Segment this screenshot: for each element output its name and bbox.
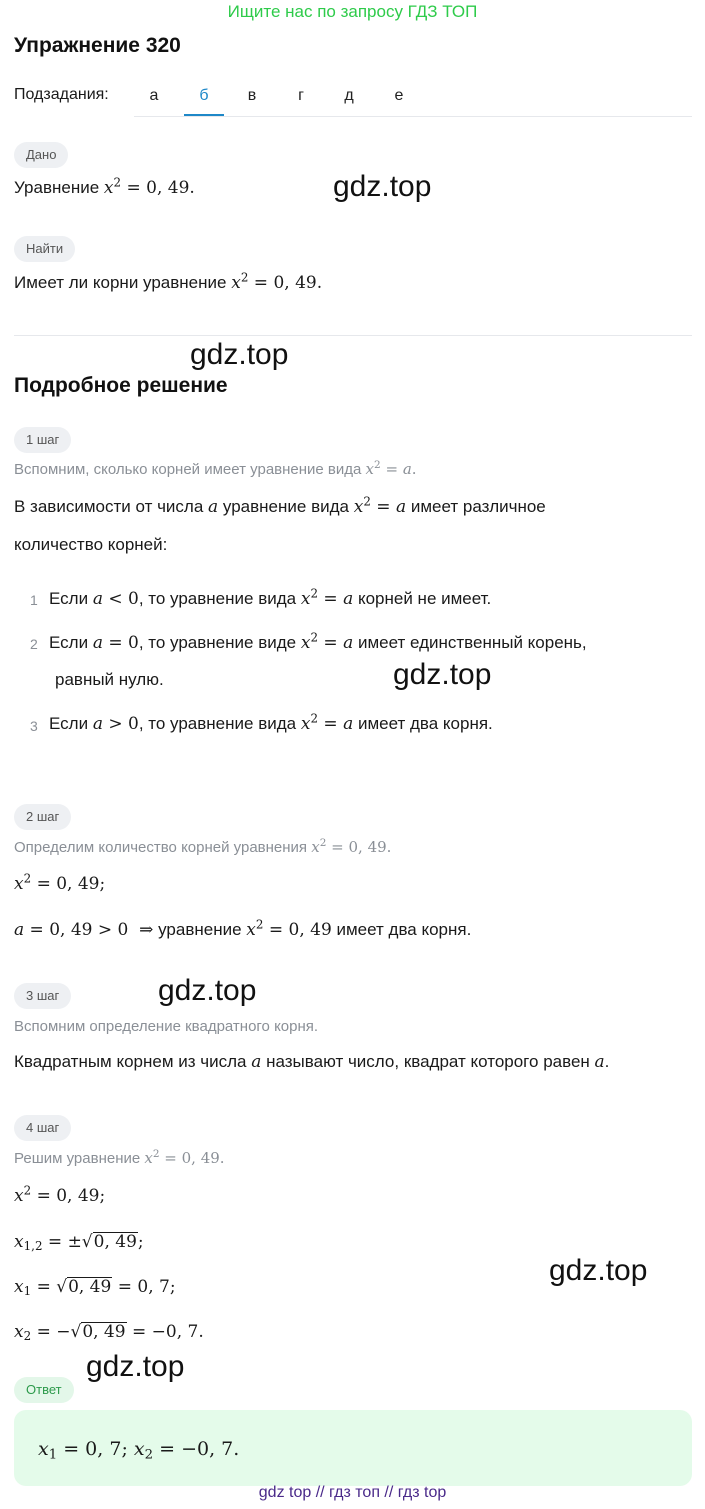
item3-a: Если	[49, 714, 89, 733]
watermark-1: gdz.top	[333, 170, 432, 203]
step1-p1b: уравнение вида	[222, 497, 349, 516]
step2-inequality: a = 0, 49 > 0 ⇒	[14, 920, 154, 940]
step3-text: Квадратным корнем из числа a называют число, квадрат которого равен a.	[14, 1052, 610, 1072]
list-number-2: 2	[30, 636, 38, 652]
subtasks-label: Подзадания:	[14, 86, 109, 103]
step4-hint	[14, 1149, 225, 1167]
item3-c: имеет два корня.	[357, 714, 493, 733]
step2-chip: 2 шаг	[14, 804, 71, 830]
find-text	[14, 270, 323, 293]
subtask-tabs	[134, 78, 692, 117]
solution-title: Подробное решение	[14, 374, 228, 397]
tab-d[interactable]: д	[344, 87, 354, 104]
item1-a: Если	[49, 589, 89, 608]
step2-conclusion-a: уравнение	[158, 920, 242, 939]
item3-formula: $x^2 = a$	[300, 711, 354, 734]
watermark-4: gdz.top	[158, 974, 257, 1007]
item1-c: корней не имеет.	[357, 589, 492, 608]
step4-line-2: $x_{1,2} = \pm√0$, 49;	[14, 1232, 144, 1253]
step2-conclusion-formula: $x^2 = 0$, 49	[246, 917, 332, 940]
given-text	[14, 175, 195, 198]
item2-formula: $x^2 = a$	[300, 630, 354, 653]
step1-hint	[14, 460, 417, 478]
footer-links[interactable]: gdz top // гдз топ // гдз top	[258, 1484, 447, 1501]
step2-hint-text: Определим количество корней уравнения	[14, 839, 308, 856]
step2-conclusion	[14, 917, 472, 940]
watermark-6: gdz.top	[86, 1350, 185, 1383]
step4-line-4: $x_2 = -√0$, 49 = −0, 7.	[14, 1322, 204, 1343]
step3-hint: Вспомним определение квадратного корня.	[14, 1018, 319, 1035]
item3-cond: a > 0	[92, 714, 139, 734]
tab-e[interactable]: е	[394, 87, 404, 104]
step2-conclusion-b: имеет два корня.	[336, 920, 472, 939]
tab-g[interactable]: г	[298, 87, 304, 104]
page-title: Упражнение 320	[14, 34, 181, 57]
list-number-1: 1	[30, 592, 38, 608]
step2-hint	[14, 838, 391, 856]
step1-p1c: имеет различное	[410, 497, 546, 516]
find-chip: Найти	[14, 236, 75, 262]
tab-a[interactable]: а	[149, 87, 159, 104]
step4-line-3: $x_1 = √0$, 49 = 0, 7;	[14, 1277, 176, 1298]
item1-b: , то уравнение вида	[138, 589, 297, 608]
item2-cond: a = 0	[92, 633, 139, 653]
formula-x2-a: $x^2 = a$	[353, 494, 407, 517]
find-equation: $x^2 = 0$, 49.	[231, 270, 323, 293]
step3-text-b: называют число, квадрат которого равен	[266, 1052, 590, 1071]
step4-hint-text: Решим уравнение	[14, 1150, 141, 1167]
list-item-2-cont: равный нулю.	[55, 670, 164, 689]
answer-text: $x_1 = 0$, 7; $x_2 = -0$, 7.	[38, 1438, 240, 1463]
watermark-2: gdz.top	[190, 338, 289, 371]
item2-a: Если	[49, 633, 89, 652]
list-item-1	[49, 586, 492, 609]
find-label: Имеет ли корни уравнение	[14, 273, 227, 292]
step1-paragraph-2: количество корней:	[14, 535, 168, 554]
item3-b: , то уравнение вида	[138, 714, 297, 733]
step4-hint-formula: $x^2 = 0$, 49.	[144, 1148, 225, 1167]
section-divider	[14, 335, 692, 336]
step1-paragraph-1	[14, 494, 546, 517]
list-number-3: 3	[30, 718, 38, 734]
step3-chip: 3 шаг	[14, 983, 71, 1009]
var-a-3: a	[594, 1052, 605, 1072]
item2-c: имеет единственный корень,	[357, 633, 587, 652]
item1-cond: a < 0	[92, 589, 139, 609]
answer-chip: Ответ	[14, 1377, 74, 1403]
given-label: Уравнение	[14, 178, 100, 197]
step1-chip: 1 шаг	[14, 427, 71, 453]
step4-chip: 4 шаг	[14, 1115, 71, 1141]
list-item-2	[49, 630, 587, 653]
given-equation: $x^2 = 0$, 49.	[103, 175, 195, 198]
tab-v[interactable]: в	[247, 87, 257, 104]
step4-line-1: $x^2 = 0$, 49;	[14, 1183, 106, 1206]
step1-hint-formula: $x^2 = a$.	[365, 459, 417, 478]
item1-formula: $x^2 = a$	[300, 586, 354, 609]
step1-p1a: В зависимости от числа	[14, 497, 204, 516]
tab-b[interactable]: б	[184, 78, 224, 116]
var-a: a	[208, 497, 219, 517]
step1-hint-text: Вспомним, сколько корней имеет уравнение вида	[14, 461, 362, 478]
watermark-3: gdz.top	[393, 658, 492, 691]
list-item-3	[49, 711, 493, 734]
watermark-5: gdz.top	[549, 1254, 648, 1287]
step2-equation: $x^2 = 0$, 49;	[14, 871, 106, 894]
step3-text-a: Квадратным корнем из числа	[14, 1052, 247, 1071]
promo-banner: Ищите нас по запросу ГДЗ ТОП	[227, 2, 478, 21]
step2-hint-formula: $x^2 = 0$, 49.	[311, 837, 392, 856]
given-chip: Дано	[14, 142, 68, 168]
var-a-2: a	[251, 1052, 262, 1072]
item2-b: , то уравнение виде	[138, 633, 297, 652]
